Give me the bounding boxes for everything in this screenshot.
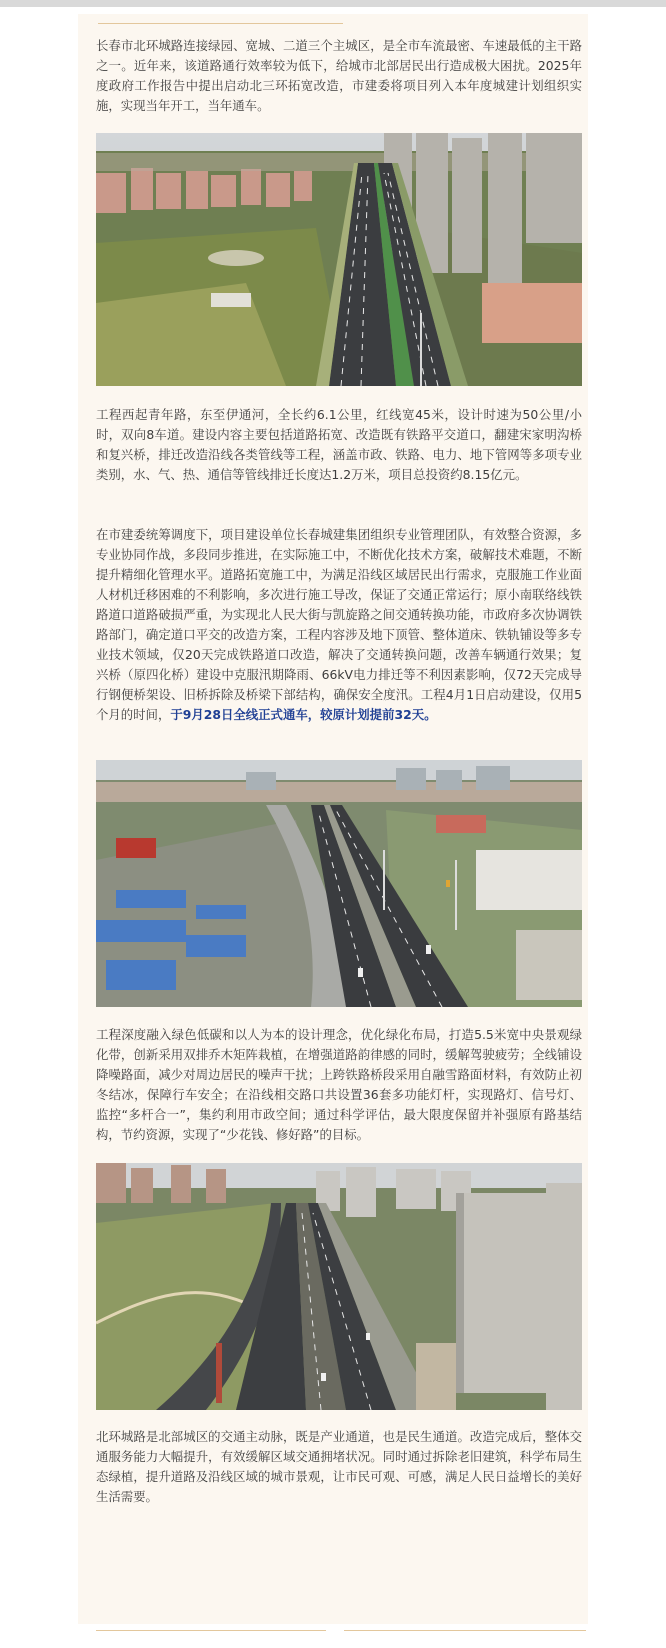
road-aerial-photo-3 (96, 1163, 582, 1410)
opening-date-highlight: 于9月28日全线正式通车，较原计划提前32天。 (170, 707, 437, 722)
top-scroll-bar (0, 0, 666, 7)
construction-text: 在市建委统筹调度下，项目建设单位长春城建集团组织专业管理团队，有效整合资源，多专业协同作战，多段同步推进，在实际施工中，不断优化技术方案，破解技术难题，不断提升精细化管理水平。道路拓宽施工中，为满足沿线区域居民出行需求，克服施工作业面人材机迁移困难的不利影响，多次进行施工导改，保证了交通正常运行；原小南联络线铁路道口道路破损严重，为实现北人民大街与凯旋路之间交通转换功能，市政府多次协调铁路部门，确定道口平交的改造方案，工程内容涉及地下顶管、整体道床、铁轨铺设等多专业技术领域，仅20天完成铁路道口改造，解决了交通转换问题，改善车辆通行效果；复兴桥（原四化桥）建设中克服汛期降雨、66kV电力排迁等不利因素影响，仅72天完成导行钢便桥架设、旧桥拆除及桥梁下部结构，确保安全度汛。工程4月1日启动建设，仅用5个月的时间， (96, 527, 582, 722)
conclusion-paragraph: 北环城路是北部城区的交通主动脉，既是产业通道，也是民生通道。改造完成后，整体交通服务能力大幅提升，有效缓解区域交通拥堵状况。同时通过拆除老旧建筑，科学布局生态绿植，提升道路及沿线区域的城市景观，让市民可观、可感，满足人民日益增长的美好生活需要。 (96, 1429, 582, 1504)
road-aerial-photo-1 (96, 133, 582, 386)
road-aerial-photo-2 (96, 760, 582, 1007)
design-concept-paragraph: 工程深度融入绿色低碳和以人为本的设计理念，优化绿化布局，打造5.5米宽中央景观绿化带，创新采用双排乔木矩阵栽植，在增强道路韵律感的同时，缓解驾驶疲劳；全线铺设降噪路面，减少对周边居民的噪声干扰；上跨铁路桥段采用自融雪路面材料，有效防止初冬结冰，保障行车安全；在沿线相交路口共设置36套多功能灯杆，实现路灯、信号灯、监控“多杆合一”，集约利用市政空间；通过科学评估，最大限度保留并补强原有路基结构，节约资源，实现了“少花钱、修好路”的目标。 (96, 1027, 582, 1142)
construction-paragraph (96, 525, 582, 725)
top-divider (98, 23, 343, 24)
project-scope-paragraph: 工程西起青年路，东至伊通河，全长约6.1公里，红线宽45米，设计时速为50公里/小时，双向8车道。建设内容主要包括道路拓宽、改造既有铁路平交道口，翻建宋家明沟桥和复兴桥，排迁改造沿线各类管线等工程，涵盖市政、铁路、电力、地下管网等多项专业类别，水、气、热、通信等管线排迁长度达1.2万米，项目总投资约8.15亿元。 (96, 407, 582, 482)
bottom-divider-right (344, 1630, 586, 1631)
intro-paragraph: 长春市北环城路连接绿园、宽城、二道三个主城区，是全市车流最密、车速最低的主干路之一。近年来，该道路通行效率较为低下，给城市北部居民出行造成极大困扰。2025年度政府工作报告中提出启动北三环拓宽改造，市建委将项目列入本年度城建计划组织实施，实现当年开工，当年通车。 (96, 38, 582, 113)
bottom-divider-left (96, 1630, 326, 1631)
